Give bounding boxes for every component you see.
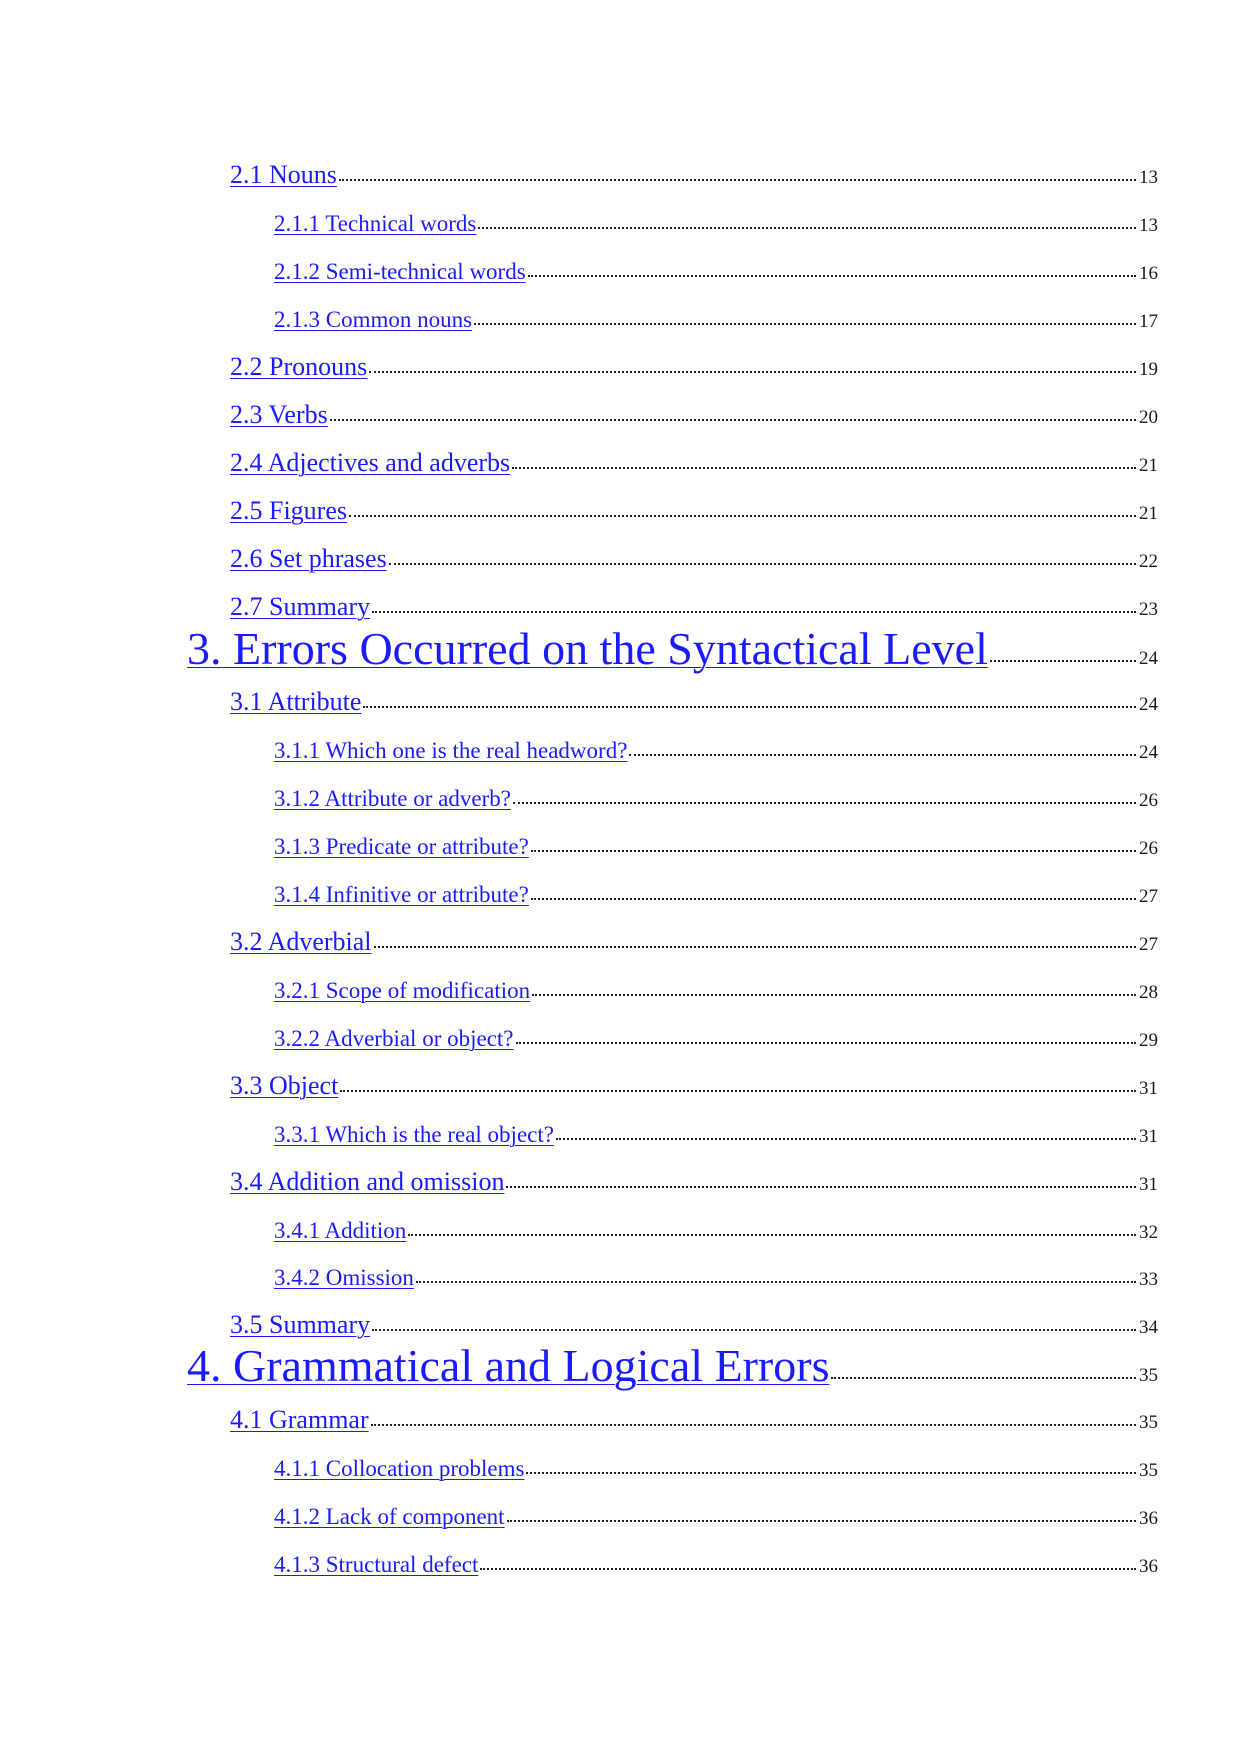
- toc-entry[interactable]: [274, 307, 1158, 333]
- dot-leader: [507, 1520, 1136, 1522]
- dot-leader: [374, 946, 1136, 948]
- toc-page-number: 31: [1139, 1078, 1158, 1099]
- toc-entry[interactable]: [274, 882, 1158, 908]
- dot-leader: [990, 660, 1136, 662]
- toc-entry[interactable]: [230, 400, 1158, 430]
- dot-leader: [513, 802, 1136, 804]
- dot-leader: [416, 1281, 1136, 1283]
- toc-entry-title[interactable]: 2.7 Summary: [230, 592, 371, 621]
- toc-entry[interactable]: [230, 927, 1158, 957]
- toc-entry[interactable]: [230, 1167, 1158, 1197]
- dot-leader: [372, 1329, 1136, 1331]
- dot-leader: [389, 563, 1136, 565]
- dot-leader: [532, 994, 1136, 996]
- toc-page-number: 22: [1139, 551, 1158, 572]
- toc-entry-title[interactable]: 3.5 Summary: [230, 1310, 371, 1339]
- toc-page-number: 17: [1139, 311, 1158, 332]
- toc-page-number: 36: [1139, 1508, 1158, 1529]
- dot-leader: [330, 419, 1136, 421]
- toc-entry[interactable]: [274, 1265, 1158, 1291]
- dot-leader: [371, 1424, 1136, 1426]
- toc-entry-title[interactable]: 3.1.2 Attribute or adverb?: [274, 786, 511, 811]
- dot-leader: [340, 1090, 1136, 1092]
- toc-entry-title[interactable]: 3.2.2 Adverbial or object?: [274, 1026, 514, 1051]
- toc-entry-title[interactable]: 3.3.1 Which is the real object?: [274, 1122, 554, 1147]
- dot-leader: [831, 1377, 1136, 1379]
- toc-page-number: 26: [1139, 838, 1158, 859]
- toc-entry[interactable]: [230, 687, 1158, 717]
- toc-entry-title[interactable]: 4.1 Grammar: [230, 1405, 369, 1434]
- dot-leader: [526, 1472, 1136, 1474]
- toc-page-number: 24: [1139, 648, 1158, 669]
- dot-leader: [474, 323, 1136, 325]
- toc-page-number: 35: [1139, 1412, 1158, 1433]
- toc-entry-title[interactable]: 3. Errors Occurred on the Syntactical Level: [187, 623, 988, 674]
- toc-page-number: 28: [1139, 982, 1158, 1003]
- toc-entry-title[interactable]: 2.1.3 Common nouns: [274, 307, 473, 332]
- toc-page-number: 35: [1139, 1365, 1158, 1386]
- toc-entry-title[interactable]: 3.4.1 Addition: [274, 1218, 407, 1243]
- toc-page-number: 36: [1139, 1556, 1158, 1577]
- toc-entry-title[interactable]: 3.1.1 Which one is the real headword?: [274, 738, 628, 763]
- toc-entry[interactable]: [230, 1310, 1158, 1340]
- toc-entry-title[interactable]: 3.4 Addition and omission: [230, 1167, 505, 1196]
- dot-leader: [408, 1234, 1136, 1236]
- toc-entry[interactable]: [274, 786, 1158, 812]
- toc-entry-title[interactable]: 3.2.1 Scope of modification: [274, 978, 531, 1003]
- toc-page-number: 27: [1139, 934, 1158, 955]
- dot-leader: [531, 850, 1136, 852]
- dot-leader: [516, 1042, 1136, 1044]
- toc-entry-title[interactable]: 3.1 Attribute: [230, 687, 362, 716]
- toc-page-number: 31: [1139, 1174, 1158, 1195]
- toc-page-number: 13: [1139, 167, 1158, 188]
- toc-page-number: 21: [1139, 455, 1158, 476]
- toc-entry[interactable]: [274, 1456, 1158, 1482]
- toc-entry-title[interactable]: 2.4 Adjectives and adverbs: [230, 448, 511, 477]
- toc-entry-title[interactable]: 3.2 Adverbial: [230, 927, 372, 956]
- toc-entry[interactable]: [274, 978, 1158, 1004]
- toc-page-number: 19: [1139, 359, 1158, 380]
- toc-entry-title[interactable]: 2.1.2 Semi-technical words: [274, 259, 526, 284]
- toc-entry-title[interactable]: 3.1.3 Predicate or attribute?: [274, 834, 529, 859]
- toc-entry[interactable]: [230, 1071, 1158, 1101]
- toc-page-number: 33: [1139, 1269, 1158, 1290]
- toc-entry[interactable]: [230, 544, 1158, 574]
- toc-page-number: 21: [1139, 503, 1158, 524]
- dot-leader: [372, 611, 1136, 613]
- toc-entry[interactable]: [230, 352, 1158, 382]
- toc-entry[interactable]: [230, 448, 1158, 478]
- toc-entry-title[interactable]: 4. Grammatical and Logical Errors: [187, 1340, 830, 1391]
- toc-page-number: 29: [1139, 1030, 1158, 1051]
- dot-leader: [629, 754, 1136, 756]
- toc-entry-title[interactable]: 4.1.2 Lack of component: [274, 1504, 505, 1529]
- toc-entry[interactable]: [274, 211, 1158, 237]
- toc-page-number: 20: [1139, 407, 1158, 428]
- toc-page-number: 16: [1139, 263, 1158, 284]
- toc-entry[interactable]: [230, 160, 1158, 190]
- toc-entry-title[interactable]: 2.6 Set phrases: [230, 544, 387, 573]
- dot-leader: [339, 179, 1136, 181]
- toc-entry-title[interactable]: 4.1.3 Structural defect: [274, 1552, 479, 1577]
- toc-entry[interactable]: [274, 738, 1158, 764]
- toc-entry-title[interactable]: 2.5 Figures: [230, 496, 347, 525]
- toc-entry-title[interactable]: 2.3 Verbs: [230, 400, 328, 429]
- toc-page-number: 23: [1139, 599, 1158, 620]
- dot-leader: [480, 1568, 1136, 1570]
- dot-leader: [531, 898, 1136, 900]
- toc-entry[interactable]: [274, 1122, 1158, 1148]
- toc-page-number: 13: [1139, 215, 1158, 236]
- dot-leader: [349, 515, 1136, 517]
- toc-page-number: 24: [1139, 694, 1158, 715]
- toc-entry-title[interactable]: 2.1 Nouns: [230, 160, 337, 189]
- toc-entry-title[interactable]: 2.1.1 Technical words: [274, 211, 477, 236]
- toc-entry[interactable]: [274, 834, 1158, 860]
- toc-chapter-entry[interactable]: [187, 622, 1158, 675]
- toc-page-number: 31: [1139, 1126, 1158, 1147]
- dot-leader: [556, 1138, 1136, 1140]
- dot-leader: [478, 227, 1136, 229]
- toc-entry[interactable]: [274, 1218, 1158, 1244]
- toc-chapter-entry[interactable]: [187, 1339, 1158, 1392]
- toc-page-number: 27: [1139, 886, 1158, 907]
- dot-leader: [363, 706, 1136, 708]
- dot-leader: [512, 467, 1136, 469]
- toc-entry-title[interactable]: 3.1.4 Infinitive or attribute?: [274, 882, 529, 907]
- toc-entry[interactable]: [230, 592, 1158, 622]
- toc-entry[interactable]: [274, 1026, 1158, 1052]
- toc-page-number: 34: [1139, 1317, 1158, 1338]
- toc-entry-title[interactable]: 4.1.1 Collocation problems: [274, 1456, 525, 1481]
- toc-entry-title[interactable]: 3.4.2 Omission: [274, 1265, 414, 1290]
- toc-entry[interactable]: [230, 1405, 1158, 1435]
- toc-entry[interactable]: [274, 1504, 1158, 1530]
- dot-leader: [506, 1186, 1136, 1188]
- dot-leader: [528, 275, 1136, 277]
- toc-entry-title[interactable]: 3.3 Object: [230, 1071, 339, 1100]
- dot-leader: [369, 371, 1136, 373]
- toc-entry[interactable]: [230, 496, 1158, 526]
- toc-entry[interactable]: [274, 259, 1158, 285]
- toc-entry[interactable]: [274, 1552, 1158, 1578]
- toc-page-number: 35: [1139, 1460, 1158, 1481]
- toc-page-number: 26: [1139, 790, 1158, 811]
- toc-page-number: 24: [1139, 742, 1158, 763]
- toc-page-number: 32: [1139, 1222, 1158, 1243]
- toc-entry-title[interactable]: 2.2 Pronouns: [230, 352, 368, 381]
